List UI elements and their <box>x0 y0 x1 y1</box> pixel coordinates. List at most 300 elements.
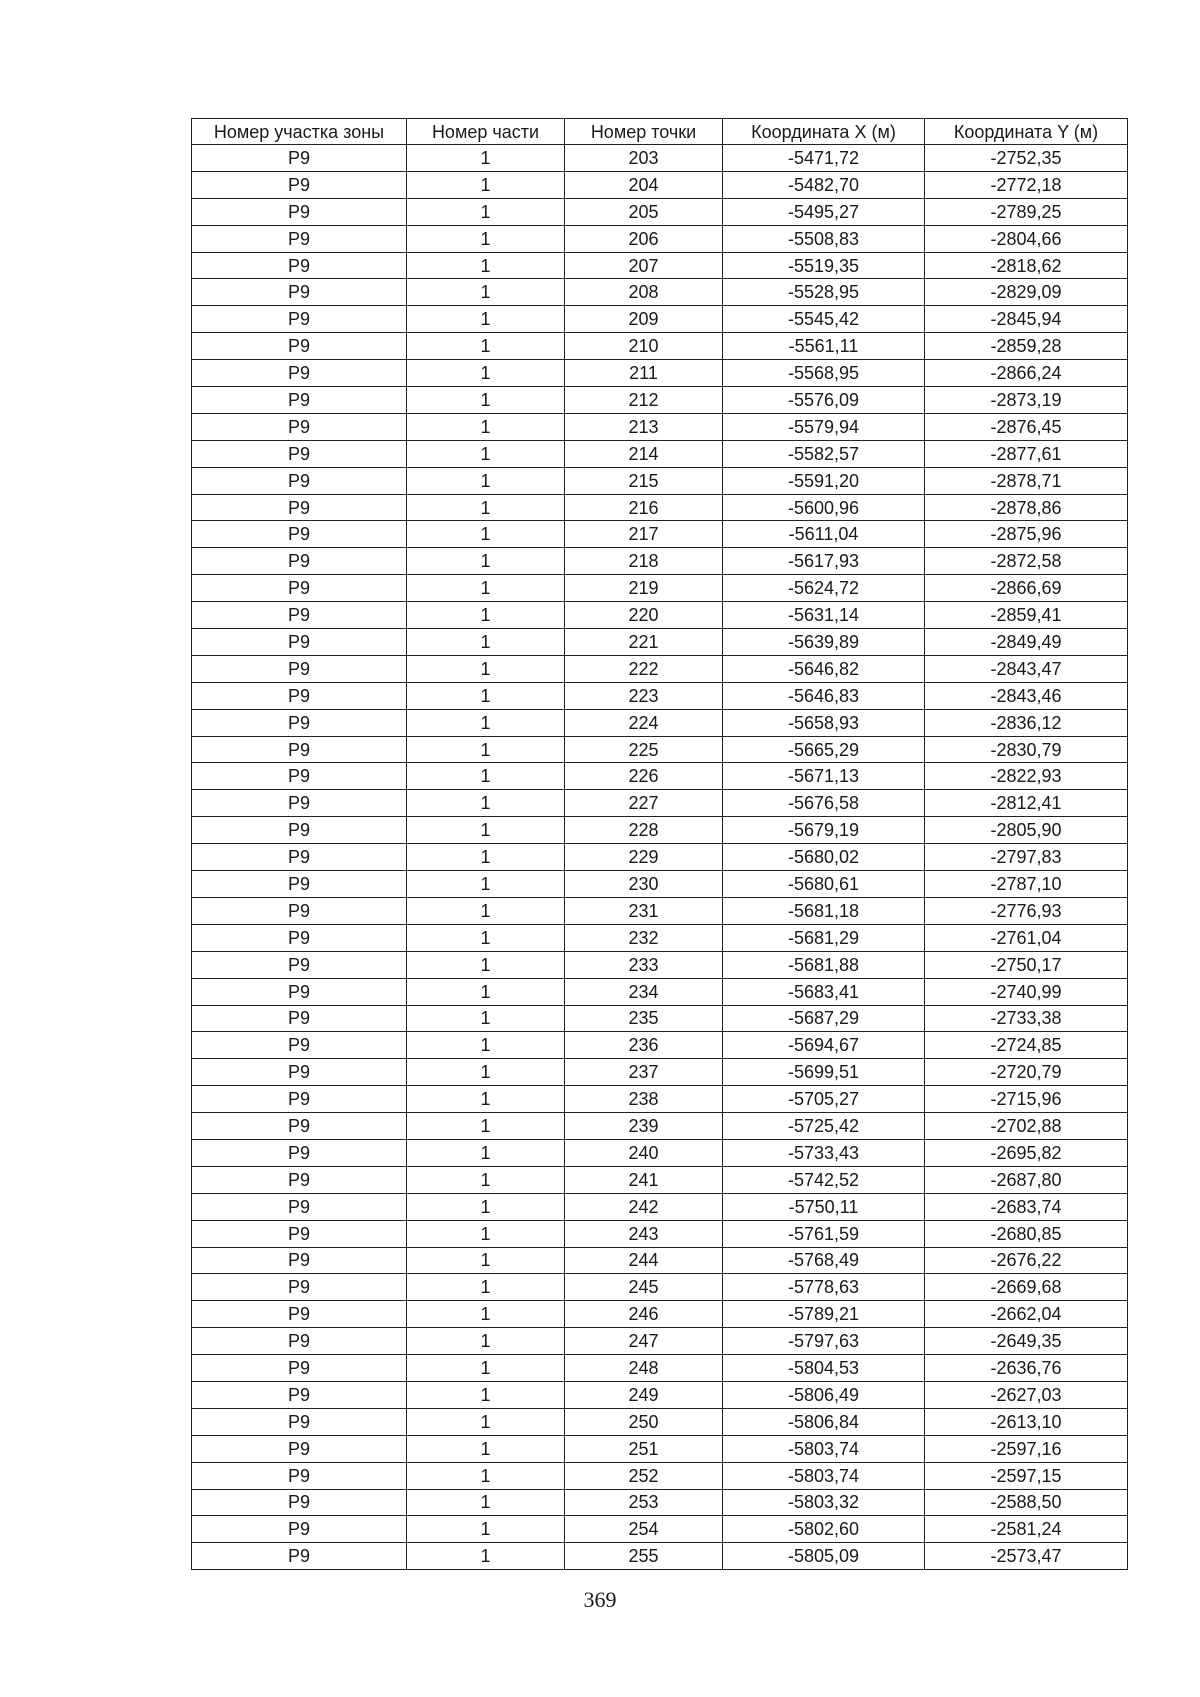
cell-coordinate-x: -5617,93 <box>723 548 925 575</box>
cell-point-number: 210 <box>565 333 723 360</box>
cell-part-number: 1 <box>407 602 565 629</box>
cell-point-number: 212 <box>565 387 723 414</box>
cell-zone-section: Р9 <box>192 1462 407 1489</box>
cell-coordinate-y: -2776,93 <box>925 897 1128 924</box>
cell-zone-section: Р9 <box>192 1408 407 1435</box>
cell-point-number: 249 <box>565 1381 723 1408</box>
cell-part-number: 1 <box>407 1113 565 1140</box>
table-row <box>192 1516 1128 1543</box>
table-row <box>192 1489 1128 1516</box>
cell-zone-section: Р9 <box>192 1381 407 1408</box>
cell-part-number: 1 <box>407 494 565 521</box>
cell-zone-section: Р9 <box>192 1328 407 1355</box>
cell-coordinate-y: -2687,80 <box>925 1166 1128 1193</box>
cell-point-number: 233 <box>565 951 723 978</box>
header-row <box>192 119 1128 145</box>
cell-point-number: 203 <box>565 145 723 172</box>
cell-coordinate-y: -2613,10 <box>925 1408 1128 1435</box>
cell-coordinate-y: -2702,88 <box>925 1113 1128 1140</box>
cell-point-number: 255 <box>565 1543 723 1570</box>
table-row <box>192 145 1128 172</box>
cell-coordinate-y: -2680,85 <box>925 1220 1128 1247</box>
cell-coordinate-x: -5742,52 <box>723 1166 925 1193</box>
cell-coordinate-y: -2588,50 <box>925 1489 1128 1516</box>
cell-zone-section: Р9 <box>192 360 407 387</box>
cell-coordinate-y: -2573,47 <box>925 1543 1128 1570</box>
cell-coordinate-y: -2876,45 <box>925 413 1128 440</box>
cell-zone-section: Р9 <box>192 1301 407 1328</box>
cell-coordinate-x: -5806,49 <box>723 1381 925 1408</box>
cell-point-number: 246 <box>565 1301 723 1328</box>
cell-coordinate-x: -5803,74 <box>723 1462 925 1489</box>
cell-part-number: 1 <box>407 1408 565 1435</box>
cell-part-number: 1 <box>407 763 565 790</box>
table-row <box>192 844 1128 871</box>
cell-zone-section: Р9 <box>192 978 407 1005</box>
cell-zone-section: Р9 <box>192 629 407 656</box>
cell-point-number: 230 <box>565 871 723 898</box>
cell-coordinate-x: -5680,02 <box>723 844 925 871</box>
cell-part-number: 1 <box>407 1489 565 1516</box>
cell-point-number: 205 <box>565 198 723 225</box>
cell-zone-section: Р9 <box>192 1274 407 1301</box>
cell-coordinate-x: -5568,95 <box>723 360 925 387</box>
cell-coordinate-y: -2733,38 <box>925 1005 1128 1032</box>
table-row <box>192 1435 1128 1462</box>
table-header <box>192 119 1128 145</box>
cell-coordinate-x: -5705,27 <box>723 1086 925 1113</box>
cell-coordinate-y: -2859,41 <box>925 602 1128 629</box>
cell-coordinate-y: -2636,76 <box>925 1355 1128 1382</box>
cell-zone-section: Р9 <box>192 413 407 440</box>
cell-coordinate-x: -5582,57 <box>723 440 925 467</box>
cell-part-number: 1 <box>407 279 565 306</box>
cell-coordinate-x: -5687,29 <box>723 1005 925 1032</box>
cell-zone-section: Р9 <box>192 521 407 548</box>
table-row <box>192 1086 1128 1113</box>
cell-part-number: 1 <box>407 790 565 817</box>
cell-coordinate-y: -2683,74 <box>925 1193 1128 1220</box>
table-row <box>192 1301 1128 1328</box>
cell-coordinate-x: -5646,82 <box>723 655 925 682</box>
cell-zone-section: Р9 <box>192 225 407 252</box>
cell-part-number: 1 <box>407 897 565 924</box>
cell-point-number: 250 <box>565 1408 723 1435</box>
table-row <box>192 1193 1128 1220</box>
cell-coordinate-x: -5699,51 <box>723 1059 925 1086</box>
table-row <box>192 790 1128 817</box>
table-row <box>192 1139 1128 1166</box>
cell-coordinate-y: -2822,93 <box>925 763 1128 790</box>
cell-point-number: 226 <box>565 763 723 790</box>
cell-point-number: 213 <box>565 413 723 440</box>
cell-part-number: 1 <box>407 1301 565 1328</box>
cell-point-number: 229 <box>565 844 723 871</box>
cell-coordinate-y: -2750,17 <box>925 951 1128 978</box>
cell-point-number: 237 <box>565 1059 723 1086</box>
cell-point-number: 217 <box>565 521 723 548</box>
cell-zone-section: Р9 <box>192 1220 407 1247</box>
cell-zone-section: Р9 <box>192 736 407 763</box>
cell-zone-section: Р9 <box>192 709 407 736</box>
cell-part-number: 1 <box>407 413 565 440</box>
table-body <box>192 145 1128 1570</box>
cell-point-number: 238 <box>565 1086 723 1113</box>
cell-zone-section: Р9 <box>192 467 407 494</box>
cell-coordinate-x: -5576,09 <box>723 387 925 414</box>
cell-coordinate-y: -2829,09 <box>925 279 1128 306</box>
table-row <box>192 279 1128 306</box>
cell-coordinate-y: -2866,24 <box>925 360 1128 387</box>
cell-point-number: 219 <box>565 575 723 602</box>
cell-part-number: 1 <box>407 1543 565 1570</box>
cell-part-number: 1 <box>407 171 565 198</box>
cell-point-number: 231 <box>565 897 723 924</box>
cell-point-number: 247 <box>565 1328 723 1355</box>
cell-coordinate-y: -2772,18 <box>925 171 1128 198</box>
cell-part-number: 1 <box>407 521 565 548</box>
cell-coordinate-x: -5545,42 <box>723 306 925 333</box>
cell-coordinate-x: -5694,67 <box>723 1032 925 1059</box>
header-zone-section: Номер участка зоны <box>192 119 407 145</box>
cell-coordinate-x: -5804,53 <box>723 1355 925 1382</box>
cell-part-number: 1 <box>407 1139 565 1166</box>
cell-point-number: 214 <box>565 440 723 467</box>
cell-coordinate-x: -5680,61 <box>723 871 925 898</box>
cell-coordinate-y: -2789,25 <box>925 198 1128 225</box>
cell-point-number: 248 <box>565 1355 723 1382</box>
cell-coordinate-y: -2878,71 <box>925 467 1128 494</box>
cell-coordinate-y: -2597,15 <box>925 1462 1128 1489</box>
table-row <box>192 817 1128 844</box>
cell-part-number: 1 <box>407 548 565 575</box>
cell-part-number: 1 <box>407 1355 565 1382</box>
cell-coordinate-x: -5789,21 <box>723 1301 925 1328</box>
table-row <box>192 682 1128 709</box>
cell-part-number: 1 <box>407 306 565 333</box>
cell-coordinate-x: -5681,29 <box>723 924 925 951</box>
cell-part-number: 1 <box>407 951 565 978</box>
cell-zone-section: Р9 <box>192 1032 407 1059</box>
cell-coordinate-x: -5681,88 <box>723 951 925 978</box>
cell-part-number: 1 <box>407 844 565 871</box>
table-row <box>192 548 1128 575</box>
cell-coordinate-x: -5508,83 <box>723 225 925 252</box>
cell-point-number: 235 <box>565 1005 723 1032</box>
table-row <box>192 871 1128 898</box>
cell-coordinate-x: -5624,72 <box>723 575 925 602</box>
cell-point-number: 241 <box>565 1166 723 1193</box>
table-row <box>192 897 1128 924</box>
cell-coordinate-y: -2669,68 <box>925 1274 1128 1301</box>
cell-point-number: 228 <box>565 817 723 844</box>
cell-coordinate-x: -5579,94 <box>723 413 925 440</box>
cell-point-number: 220 <box>565 602 723 629</box>
table-row <box>192 413 1128 440</box>
table-row <box>192 306 1128 333</box>
cell-coordinate-y: -2805,90 <box>925 817 1128 844</box>
cell-coordinate-y: -2866,69 <box>925 575 1128 602</box>
cell-coordinate-y: -2843,47 <box>925 655 1128 682</box>
table-row <box>192 1059 1128 1086</box>
cell-point-number: 223 <box>565 682 723 709</box>
cell-coordinate-y: -2676,22 <box>925 1247 1128 1274</box>
cell-zone-section: Р9 <box>192 548 407 575</box>
cell-zone-section: Р9 <box>192 763 407 790</box>
cell-point-number: 236 <box>565 1032 723 1059</box>
cell-zone-section: Р9 <box>192 198 407 225</box>
cell-part-number: 1 <box>407 871 565 898</box>
cell-part-number: 1 <box>407 387 565 414</box>
cell-part-number: 1 <box>407 709 565 736</box>
table-row <box>192 198 1128 225</box>
cell-coordinate-x: -5671,13 <box>723 763 925 790</box>
cell-coordinate-x: -5528,95 <box>723 279 925 306</box>
table-row <box>192 629 1128 656</box>
cell-coordinate-x: -5683,41 <box>723 978 925 1005</box>
cell-point-number: 254 <box>565 1516 723 1543</box>
cell-coordinate-y: -2875,96 <box>925 521 1128 548</box>
cell-part-number: 1 <box>407 467 565 494</box>
cell-coordinate-y: -2761,04 <box>925 924 1128 951</box>
table-row <box>192 763 1128 790</box>
cell-zone-section: Р9 <box>192 333 407 360</box>
cell-zone-section: Р9 <box>192 897 407 924</box>
cell-coordinate-x: -5676,58 <box>723 790 925 817</box>
cell-part-number: 1 <box>407 198 565 225</box>
table-row <box>192 521 1128 548</box>
cell-coordinate-y: -2787,10 <box>925 871 1128 898</box>
cell-point-number: 222 <box>565 655 723 682</box>
header-coordinate-x: Координата X (м) <box>723 119 925 145</box>
cell-zone-section: Р9 <box>192 602 407 629</box>
cell-zone-section: Р9 <box>192 1543 407 1570</box>
cell-coordinate-y: -2581,24 <box>925 1516 1128 1543</box>
cell-point-number: 216 <box>565 494 723 521</box>
cell-coordinate-x: -5725,42 <box>723 1113 925 1140</box>
cell-point-number: 239 <box>565 1113 723 1140</box>
cell-point-number: 206 <box>565 225 723 252</box>
table-row <box>192 171 1128 198</box>
cell-part-number: 1 <box>407 1032 565 1059</box>
cell-zone-section: Р9 <box>192 1086 407 1113</box>
cell-coordinate-x: -5482,70 <box>723 171 925 198</box>
cell-coordinate-x: -5733,43 <box>723 1139 925 1166</box>
table-row <box>192 1381 1128 1408</box>
cell-zone-section: Р9 <box>192 871 407 898</box>
table-row <box>192 333 1128 360</box>
cell-coordinate-y: -2649,35 <box>925 1328 1128 1355</box>
cell-point-number: 234 <box>565 978 723 1005</box>
cell-zone-section: Р9 <box>192 1355 407 1382</box>
cell-coordinate-y: -2695,82 <box>925 1139 1128 1166</box>
cell-coordinate-y: -2627,03 <box>925 1381 1128 1408</box>
cell-coordinate-y: -2797,83 <box>925 844 1128 871</box>
cell-zone-section: Р9 <box>192 171 407 198</box>
cell-coordinate-x: -5519,35 <box>723 252 925 279</box>
cell-point-number: 251 <box>565 1435 723 1462</box>
cell-coordinate-y: -2849,49 <box>925 629 1128 656</box>
cell-part-number: 1 <box>407 145 565 172</box>
table-row <box>192 1543 1128 1570</box>
cell-point-number: 242 <box>565 1193 723 1220</box>
cell-point-number: 224 <box>565 709 723 736</box>
cell-coordinate-x: -5805,09 <box>723 1543 925 1570</box>
cell-coordinate-y: -2752,35 <box>925 145 1128 172</box>
cell-coordinate-x: -5561,11 <box>723 333 925 360</box>
table-row <box>192 1274 1128 1301</box>
cell-part-number: 1 <box>407 440 565 467</box>
cell-coordinate-y: -2715,96 <box>925 1086 1128 1113</box>
cell-zone-section: Р9 <box>192 655 407 682</box>
cell-point-number: 227 <box>565 790 723 817</box>
cell-zone-section: Р9 <box>192 1166 407 1193</box>
cell-coordinate-x: -5797,63 <box>723 1328 925 1355</box>
cell-part-number: 1 <box>407 575 565 602</box>
cell-point-number: 209 <box>565 306 723 333</box>
cell-part-number: 1 <box>407 1381 565 1408</box>
cell-coordinate-x: -5679,19 <box>723 817 925 844</box>
cell-coordinate-y: -2843,46 <box>925 682 1128 709</box>
cell-zone-section: Р9 <box>192 575 407 602</box>
table-row <box>192 360 1128 387</box>
cell-point-number: 225 <box>565 736 723 763</box>
cell-coordinate-y: -2804,66 <box>925 225 1128 252</box>
cell-coordinate-y: -2724,85 <box>925 1032 1128 1059</box>
cell-point-number: 232 <box>565 924 723 951</box>
cell-coordinate-x: -5591,20 <box>723 467 925 494</box>
cell-coordinate-y: -2662,04 <box>925 1301 1128 1328</box>
cell-zone-section: Р9 <box>192 387 407 414</box>
cell-part-number: 1 <box>407 1059 565 1086</box>
cell-coordinate-x: -5803,32 <box>723 1489 925 1516</box>
table-row <box>192 1166 1128 1193</box>
cell-point-number: 245 <box>565 1274 723 1301</box>
table-row <box>192 655 1128 682</box>
cell-coordinate-x: -5658,93 <box>723 709 925 736</box>
cell-coordinate-x: -5768,49 <box>723 1247 925 1274</box>
table-row <box>192 951 1128 978</box>
cell-zone-section: Р9 <box>192 1247 407 1274</box>
table-row <box>192 736 1128 763</box>
cell-coordinate-x: -5611,04 <box>723 521 925 548</box>
cell-coordinate-x: -5806,84 <box>723 1408 925 1435</box>
cell-coordinate-x: -5665,29 <box>723 736 925 763</box>
cell-coordinate-x: -5600,96 <box>723 494 925 521</box>
cell-part-number: 1 <box>407 225 565 252</box>
cell-part-number: 1 <box>407 655 565 682</box>
table-row <box>192 709 1128 736</box>
table-row <box>192 924 1128 951</box>
cell-part-number: 1 <box>407 1435 565 1462</box>
cell-point-number: 211 <box>565 360 723 387</box>
cell-part-number: 1 <box>407 1328 565 1355</box>
cell-part-number: 1 <box>407 1247 565 1274</box>
cell-coordinate-y: -2830,79 <box>925 736 1128 763</box>
cell-zone-section: Р9 <box>192 279 407 306</box>
cell-zone-section: Р9 <box>192 1516 407 1543</box>
cell-point-number: 218 <box>565 548 723 575</box>
cell-zone-section: Р9 <box>192 440 407 467</box>
cell-part-number: 1 <box>407 924 565 951</box>
header-coordinate-y: Координата Y (м) <box>925 119 1128 145</box>
cell-part-number: 1 <box>407 629 565 656</box>
cell-coordinate-x: -5681,18 <box>723 897 925 924</box>
cell-part-number: 1 <box>407 1516 565 1543</box>
cell-coordinate-x: -5761,59 <box>723 1220 925 1247</box>
cell-zone-section: Р9 <box>192 306 407 333</box>
table-row <box>192 467 1128 494</box>
cell-coordinate-y: -2818,62 <box>925 252 1128 279</box>
cell-zone-section: Р9 <box>192 1005 407 1032</box>
cell-part-number: 1 <box>407 1086 565 1113</box>
cell-coordinate-x: -5778,63 <box>723 1274 925 1301</box>
cell-part-number: 1 <box>407 1462 565 1489</box>
cell-part-number: 1 <box>407 817 565 844</box>
cell-zone-section: Р9 <box>192 1435 407 1462</box>
cell-coordinate-y: -2836,12 <box>925 709 1128 736</box>
table-row <box>192 252 1128 279</box>
cell-coordinate-y: -2878,86 <box>925 494 1128 521</box>
cell-part-number: 1 <box>407 1220 565 1247</box>
cell-point-number: 221 <box>565 629 723 656</box>
cell-coordinate-y: -2873,19 <box>925 387 1128 414</box>
cell-coordinate-y: -2720,79 <box>925 1059 1128 1086</box>
cell-coordinate-y: -2812,41 <box>925 790 1128 817</box>
cell-coordinate-y: -2872,58 <box>925 548 1128 575</box>
table-row <box>192 602 1128 629</box>
cell-zone-section: Р9 <box>192 682 407 709</box>
cell-zone-section: Р9 <box>192 1059 407 1086</box>
cell-zone-section: Р9 <box>192 924 407 951</box>
cell-zone-section: Р9 <box>192 494 407 521</box>
table-row <box>192 1408 1128 1435</box>
table-row <box>192 225 1128 252</box>
cell-coordinate-y: -2877,61 <box>925 440 1128 467</box>
cell-zone-section: Р9 <box>192 1489 407 1516</box>
cell-point-number: 207 <box>565 252 723 279</box>
cell-part-number: 1 <box>407 1274 565 1301</box>
header-part-number: Номер части <box>407 119 565 145</box>
cell-part-number: 1 <box>407 1166 565 1193</box>
table-row <box>192 1113 1128 1140</box>
cell-coordinate-x: -5471,72 <box>723 145 925 172</box>
cell-coordinate-y: -2845,94 <box>925 306 1128 333</box>
table-row <box>192 978 1128 1005</box>
cell-part-number: 1 <box>407 736 565 763</box>
table-row <box>192 494 1128 521</box>
cell-point-number: 252 <box>565 1462 723 1489</box>
cell-zone-section: Р9 <box>192 252 407 279</box>
cell-zone-section: Р9 <box>192 145 407 172</box>
table-row <box>192 1005 1128 1032</box>
coordinates-table <box>191 118 1128 1570</box>
table-row <box>192 1355 1128 1382</box>
table-row <box>192 1032 1128 1059</box>
cell-coordinate-x: -5646,83 <box>723 682 925 709</box>
table-row <box>192 1220 1128 1247</box>
cell-coordinate-x: -5495,27 <box>723 198 925 225</box>
cell-zone-section: Р9 <box>192 817 407 844</box>
cell-zone-section: Р9 <box>192 1139 407 1166</box>
table-row <box>192 1328 1128 1355</box>
cell-coordinate-x: -5803,74 <box>723 1435 925 1462</box>
cell-coordinate-x: -5802,60 <box>723 1516 925 1543</box>
page-number: 369 <box>583 1587 617 1612</box>
cell-point-number: 240 <box>565 1139 723 1166</box>
cell-zone-section: Р9 <box>192 790 407 817</box>
cell-zone-section: Р9 <box>192 1113 407 1140</box>
